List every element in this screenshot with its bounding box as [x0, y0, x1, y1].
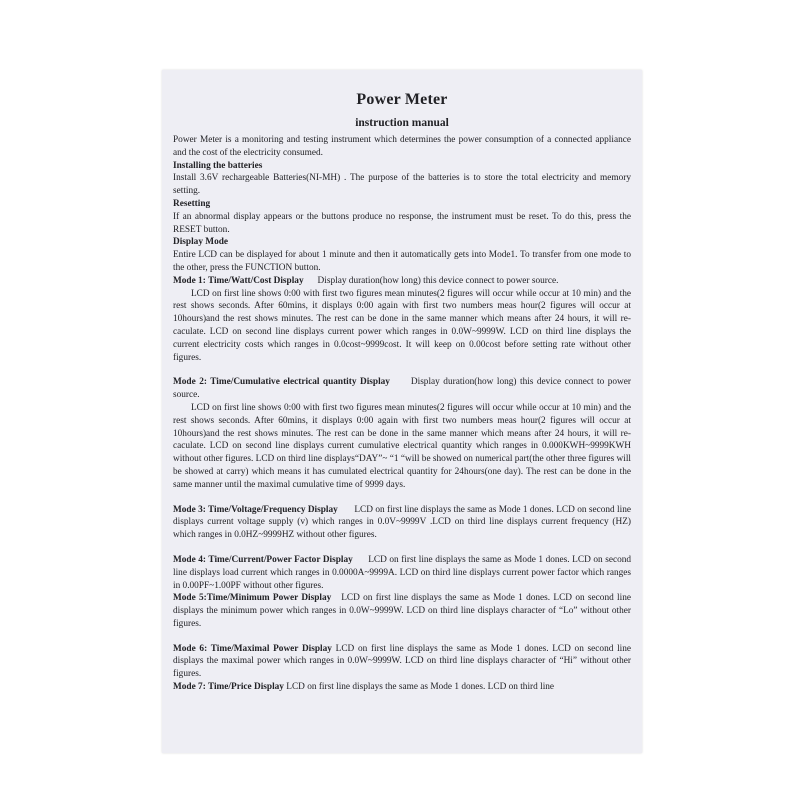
mode-5-body: LCD on first line displays the same as Mode 1 dones. LCD on second line displays the minimum power which ranges in 0.0W~9999W. LCD on third line displays character of “Lo” without other figures. — [173, 593, 631, 629]
mode-2-header — [173, 376, 631, 402]
mode-5-paragraph — [173, 592, 631, 630]
mode-1-paragraph: LCD on first line shows 0:00 with first two figures mean minutes(2 figures will occur while occur at 10 min) and the rest shows seconds. After 60mins, it displays 0:00 again with first two numbers meas hour(2 figures will occur at 10hours)and the rest shows minutes. The rest can be done in the same manner which means after 24 hours, it will re-caculate. LCD on second line displays current power which ranges in 0.0W~9999W. LCD on third line displays the current electricity costs which ranges in 0.0cost~9999cost. It will keep on 0.00cost before setting rate without other figures. — [173, 288, 631, 363]
mode-4-body: LCD on first line displays the same as Mode 1 dones. LCD on second line displays load current which ranges in 0.0000A~9999A. LCD on third line displays current power factor which ranges in 0.00PF~1.00PF without other figures. — [173, 554, 632, 591]
mode-7-paragraph — [173, 681, 631, 694]
mode-3-heading: Mode 3: Time/Voltage/Frequency Display — [173, 504, 338, 515]
mode-7-heading: Mode 7: Time/Price Display — [173, 682, 284, 693]
page-title: Power Meter — [356, 91, 448, 108]
spacer — [173, 364, 631, 376]
resetting-heading: Resetting — [173, 198, 211, 209]
mode-4-heading: Mode 4: Time/Current/Power Factor Display — [173, 554, 353, 565]
mode-3-body: LCD on first line displays the same as Mode 1 dones. LCD on second line displays current voltage supply (v) which ranges in 0.0V~9999V .LCD on third line displays current frequency (HZ) which ranges in 0.0HZ~9999HZ without other figures. — [173, 504, 631, 541]
manual-page — [162, 70, 642, 753]
page-subtitle: instruction manual — [355, 117, 449, 129]
mode-5-heading: Mode 5:Time/Minimum Power Display — [173, 593, 332, 604]
resetting-paragraph: If an abnormal display appears or the buttons produce no response, the instrument must be reset. To do this, press the RESET button. — [173, 211, 631, 235]
mode-2-paragraph: LCD on first line shows 0:00 with first two figures mean minutes(2 figures will occur while occur at 10 min) and the rest shows seconds. After 60mins, it displays 0:00 again with first two numbers meas hour(2 figures will occur at 10hours)and the rest shows minutes. The rest can be done in the same manner which means after 24 hours, it will re-caculate. LCD on second line displays current cumulative electrical quantity which ranges in 0.000KWH~9999KWH without other figures. LCD on third line displays“DAY”~ “1 “will be showed on numerical part(the other three figures will be showed at carry) which means it has cumulated electrical quantity for 24hours(one day). The rest can be done in the same manner until the maximal cumulative time of 9999 days. — [173, 402, 631, 490]
mode-4-paragraph — [173, 554, 631, 592]
mode-7-body: LCD on first line displays the same as Mode 1 dones. LCD on third line — [286, 682, 555, 693]
mode-1-lead: Display duration(how long) this device connect to power source. — [317, 275, 559, 286]
display-mode-heading: Display Mode — [173, 237, 229, 248]
mode-6-heading: Mode 6: Time/Maximal Power Display — [173, 643, 332, 654]
mode-2-lead: Display duration(how long) this device connect to power source. — [173, 377, 631, 401]
mode-6-body: LCD on first line displays the same as Mode 1 dones. LCD on second line displays the maximal power which ranges in 0.0W~9999W. LCD on third line displays character of “Hi” without other figures. — [173, 643, 632, 680]
mode-1-header — [173, 275, 631, 288]
spacer — [173, 631, 631, 643]
batteries-paragraph: Install 3.6V rechargeable Batteries(NI-MH) . The purpose of the batteries is to store the total electricity and memory setting. — [173, 173, 631, 197]
mode-2-heading: Mode 2: Time/Cumulative electrical quantity Display — [173, 377, 390, 388]
mode-3-paragraph — [173, 504, 631, 542]
mode-1-heading: Mode 1: Time/Watt/Cost Display — [173, 275, 304, 286]
display-mode-paragraph: Entire LCD can be displayed for about 1 minute and then it automatically gets into Mode1. To transfer from one mode to the other, press the FUNCTION button. — [173, 250, 631, 273]
manual-content — [173, 90, 631, 694]
batteries-heading: Installing the batteries — [173, 160, 263, 171]
spacer — [173, 492, 631, 504]
intro-paragraph: Power Meter is a monitoring and testing instrument which determines the power consumption of a connected appliance and the cost of the electricity consumed. — [173, 135, 631, 158]
spacer — [173, 542, 631, 554]
mode-6-paragraph — [173, 643, 631, 681]
